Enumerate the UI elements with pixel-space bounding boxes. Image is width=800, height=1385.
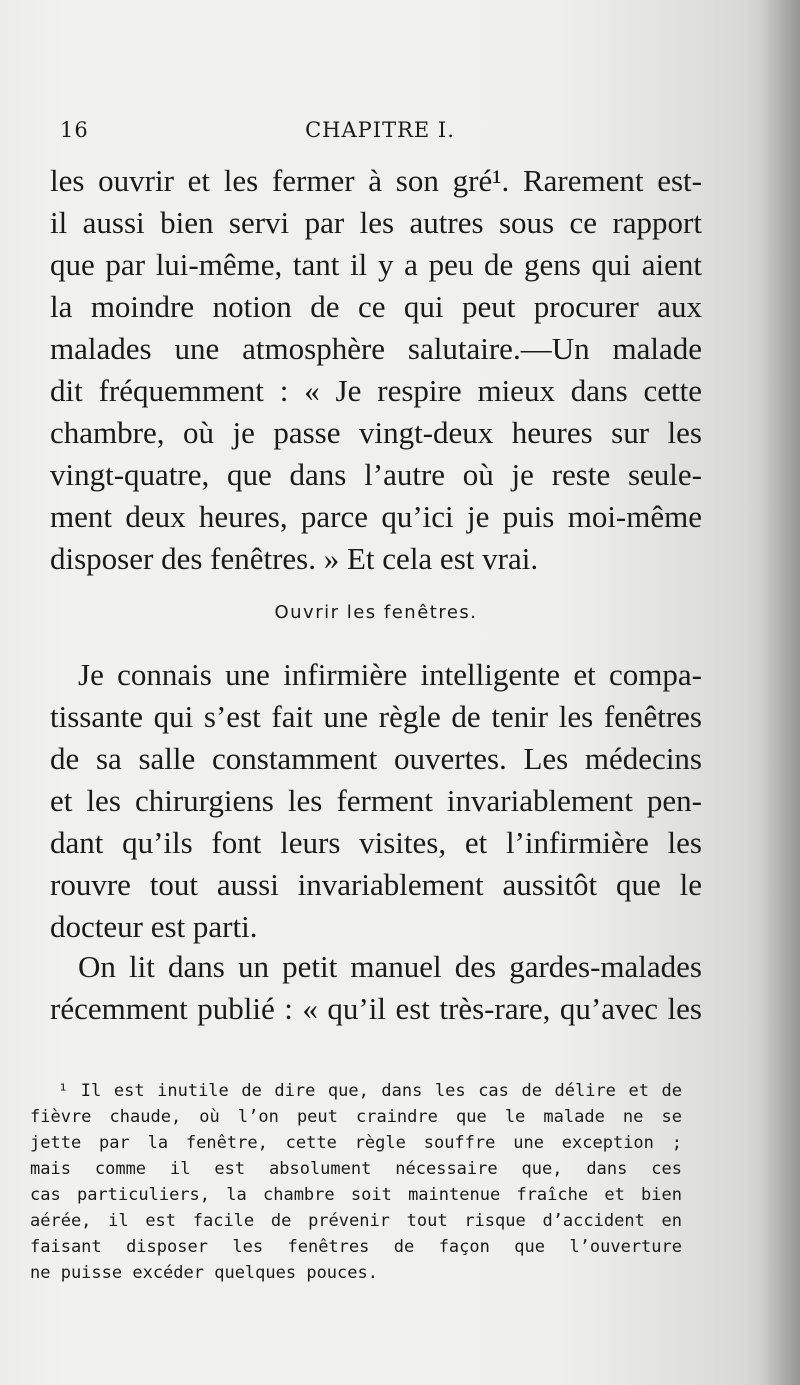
text-line: et les chirurgiens les ferment invariablement pen- — [50, 783, 702, 818]
text-line: rouvre tout aussi invariablement aussitôt que le — [50, 867, 702, 902]
text-line: dit fréquemment : « Je respire mieux dans cette — [50, 373, 702, 408]
text-line: ment deux heures, parce qu’ici je puis moi-même — [50, 499, 702, 534]
running-head — [60, 118, 700, 148]
footnote-line: faisant disposer les fenêtres de façon que l’ouverture — [30, 1237, 682, 1257]
text-line: docteur est parti. — [50, 909, 258, 944]
footnote-line: cas particuliers, la chambre soit maintenue fraîche et bien — [30, 1185, 682, 1205]
text-line: tissante qui s’est fait une règle de tenir les fenêtres — [50, 699, 702, 734]
footnote-line: ¹ Il est inutile de dire que, dans les cas de délire et de — [58, 1081, 682, 1101]
page-number: 16 — [60, 118, 89, 142]
footnote-line: fièvre chaude, où l’on peut craindre que le malade ne se — [30, 1107, 682, 1127]
section-heading: Ouvrir les fenêtres. — [274, 602, 478, 623]
text-line: les ouvrir et les fermer à son gré¹. Rarement est- — [50, 163, 702, 198]
chapter-title: CHAPITRE I. — [305, 118, 455, 142]
footnote-line: jette par la fenêtre, cette règle souffre une exception ; — [30, 1133, 682, 1153]
text-line: il aussi bien servi par les autres sous ce rapport — [50, 205, 702, 240]
text-line: disposer des fenêtres. » Et cela est vrai. — [50, 541, 539, 576]
text-line: la moindre notion de ce qui peut procurer aux — [50, 289, 702, 324]
text-line: vingt-quatre, que dans l’autre où je reste seule- — [50, 457, 702, 492]
footnote-line: aérée, il est facile de prévenir tout risque d’accident en — [30, 1211, 682, 1231]
text-line: de sa salle constamment ouvertes. Les médecins — [50, 741, 702, 776]
footnote-line: mais comme il est absolument nécessaire que, dans ces — [30, 1159, 682, 1179]
footnote-line: ne puisse excéder quelques pouces. — [30, 1263, 378, 1283]
text-line: Je connais une infirmière intelligente et compa- — [78, 657, 702, 692]
text-line: chambre, où je passe vingt-deux heures sur les — [50, 415, 702, 450]
text-line: que par lui-même, tant il y a peu de gens qui aient — [50, 247, 702, 282]
text-line: malades une atmosphère salutaire.—Un malade — [50, 331, 702, 366]
text-line: dant qu’ils font leurs visites, et l’infirmière les — [50, 825, 702, 860]
text-line: récemment publié : « qu’il est très-rare, qu’avec les — [50, 991, 702, 1026]
text-line: On lit dans un petit manuel des gardes-malades — [78, 949, 702, 984]
page-gutter-shadow — [760, 0, 800, 1385]
